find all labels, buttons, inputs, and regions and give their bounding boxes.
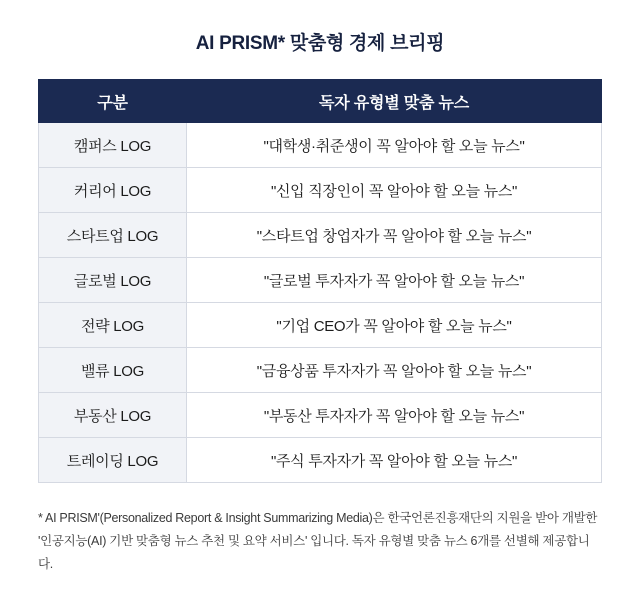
- cell-category: 트레이딩 LOG: [39, 438, 187, 483]
- cell-news: "신입 직장인이 꼭 알아야 할 오늘 뉴스": [187, 168, 602, 213]
- cell-news: "금융상품 투자자가 꼭 알아야 할 오늘 뉴스": [187, 348, 602, 393]
- table-row: [39, 123, 602, 168]
- table-row: [39, 213, 602, 258]
- cell-category: 커리어 LOG: [39, 168, 187, 213]
- table-header-row: [39, 80, 602, 123]
- cell-news: "대학생·취준생이 꼭 알아야 할 오늘 뉴스": [187, 123, 602, 168]
- cell-news: "부동산 투자자가 꼭 알아야 할 오늘 뉴스": [187, 393, 602, 438]
- table-row: [39, 438, 602, 483]
- cell-news: "글로벌 투자자가 꼭 알아야 할 오늘 뉴스": [187, 258, 602, 303]
- cell-category: 밸류 LOG: [39, 348, 187, 393]
- briefing-table: [38, 79, 602, 483]
- table-row: [39, 393, 602, 438]
- table-row: [39, 258, 602, 303]
- table-header: [39, 80, 602, 123]
- table-row: [39, 348, 602, 393]
- table-row: [39, 168, 602, 213]
- column-header-news: 독자 유형별 맞춤 뉴스: [187, 80, 602, 123]
- cell-category: 글로벌 LOG: [39, 258, 187, 303]
- cell-category: 전략 LOG: [39, 303, 187, 348]
- table-body: [39, 123, 602, 483]
- cell-category: 캠퍼스 LOG: [39, 123, 187, 168]
- cell-category: 부동산 LOG: [39, 393, 187, 438]
- cell-news: "스타트업 창업자가 꼭 알아야 할 오늘 뉴스": [187, 213, 602, 258]
- cell-category: 스타트업 LOG: [39, 213, 187, 258]
- cell-news: "기업 CEO가 꼭 알아야 할 오늘 뉴스": [187, 303, 602, 348]
- table-row: [39, 303, 602, 348]
- footnote-text: * AI PRISM'(Personalized Report & Insight Summarizing Media)은 한국언론진흥재단의 지원을 받아 개발한 '인공지능(AI) 기반 맞춤형 뉴스 추천 및 요약 서비스' 입니다. 독자 유형별 맞춤 뉴스 6개를 선별해 제공합니다.: [38, 511, 598, 572]
- cell-news: "주식 투자자가 꼭 알아야 할 오늘 뉴스": [187, 438, 602, 483]
- page-title: AI PRISM* 맞춤형 경제 브리핑: [195, 33, 445, 54]
- column-header-category: 구분: [39, 80, 187, 123]
